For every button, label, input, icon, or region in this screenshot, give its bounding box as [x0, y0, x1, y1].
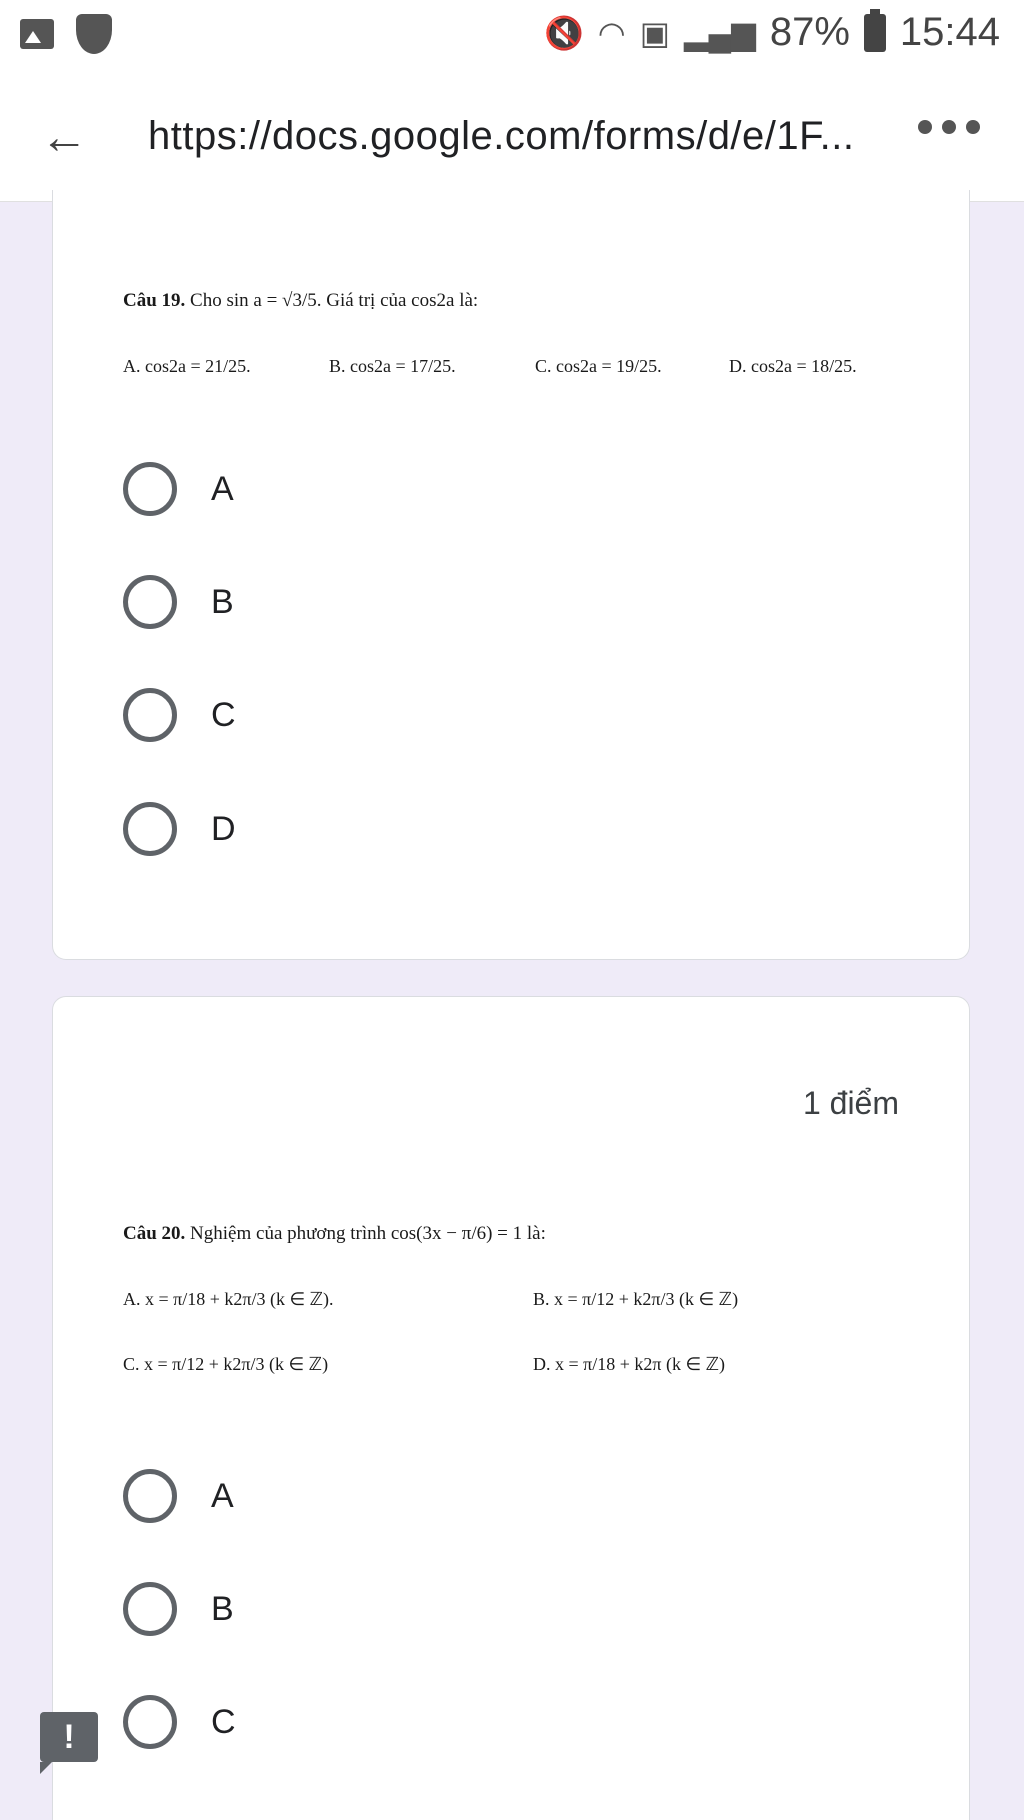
wifi-icon: ◠: [597, 14, 626, 51]
choice-text-c: C. cos2a = 19/25.: [535, 356, 662, 376]
more-options-icon[interactable]: [918, 120, 980, 134]
question-19-number: Câu 19.: [123, 290, 186, 311]
radio-button[interactable]: [123, 575, 177, 629]
option-label: C: [211, 695, 236, 734]
q19-option-d[interactable]: [123, 802, 236, 856]
radio-button[interactable]: [123, 688, 177, 742]
q19-option-a[interactable]: [123, 462, 234, 516]
dot-icon: [918, 120, 932, 134]
option-label: A: [211, 469, 234, 508]
option-label: B: [211, 1589, 234, 1628]
question-20-title: [123, 1223, 738, 1245]
choice-text-d: D. x = π/18 + k2π (k ∈ ℤ): [533, 1354, 726, 1374]
choice-text-a: A. x = π/18 + k2π/3 (k ∈ ℤ).: [123, 1289, 334, 1309]
choice-text-d: D. cos2a = 18/25.: [729, 356, 857, 376]
radio-button[interactable]: [123, 802, 177, 856]
question-19-title: [123, 290, 857, 312]
question-19-text: Cho sin a = √3/5. Giá trị của cos2a là:: [190, 290, 479, 311]
status-bar: [0, 0, 1024, 74]
question-19-image: [123, 290, 857, 377]
back-arrow-icon[interactable]: ←: [40, 111, 88, 164]
choice-text-c: C. x = π/12 + k2π/3 (k ∈ ℤ): [123, 1354, 329, 1374]
option-label: C: [211, 1702, 236, 1741]
signal-icon: ▂▄▆: [683, 14, 756, 51]
choice-text-b: B. x = π/12 + k2π/3 (k ∈ ℤ): [533, 1289, 739, 1309]
question-20-image: [123, 1223, 738, 1375]
clock: 15:44: [899, 10, 1000, 54]
q20-option-c[interactable]: [123, 1695, 236, 1749]
url-field[interactable]: https://docs.google.com/forms/d/e/1F...: [148, 114, 855, 158]
dot-icon: [942, 120, 956, 134]
shield-icon: [76, 14, 112, 54]
radio-button[interactable]: [123, 1695, 177, 1749]
choice-text-b: B. cos2a = 17/25.: [329, 356, 456, 376]
question-20-number: Câu 20.: [123, 1223, 186, 1244]
question-card-20: [52, 996, 970, 1820]
dot-icon: [966, 120, 980, 134]
q20-option-b[interactable]: [123, 1582, 234, 1636]
battery-icon: [864, 14, 886, 52]
radio-button[interactable]: [123, 1582, 177, 1636]
question-20-text: Nghiệm của phương trình cos(3x − π/6) = 1 là:: [190, 1223, 546, 1244]
q19-option-b[interactable]: [123, 575, 234, 629]
browser-toolbar: [0, 74, 1024, 202]
choice-text-a: A. cos2a = 21/25.: [123, 356, 251, 376]
gallery-icon: [20, 19, 54, 49]
option-label: B: [211, 582, 234, 621]
question-20-choices-row-1: [123, 1289, 738, 1310]
sim-icon: ▣: [639, 14, 670, 51]
report-issue-button[interactable]: !: [40, 1712, 98, 1762]
question-card-19: [52, 190, 970, 960]
radio-button[interactable]: [123, 1469, 177, 1523]
radio-button[interactable]: [123, 462, 177, 516]
q19-option-c[interactable]: [123, 688, 236, 742]
points-badge: 1 điểm: [802, 1085, 899, 1121]
q20-option-a[interactable]: [123, 1469, 234, 1523]
battery-percent: 87%: [769, 10, 850, 54]
option-label: D: [211, 809, 236, 848]
option-label: A: [211, 1476, 234, 1515]
question-19-choices: [123, 356, 857, 377]
question-20-choices-row-2: [123, 1354, 738, 1375]
mute-icon: 🔇: [543, 14, 584, 51]
